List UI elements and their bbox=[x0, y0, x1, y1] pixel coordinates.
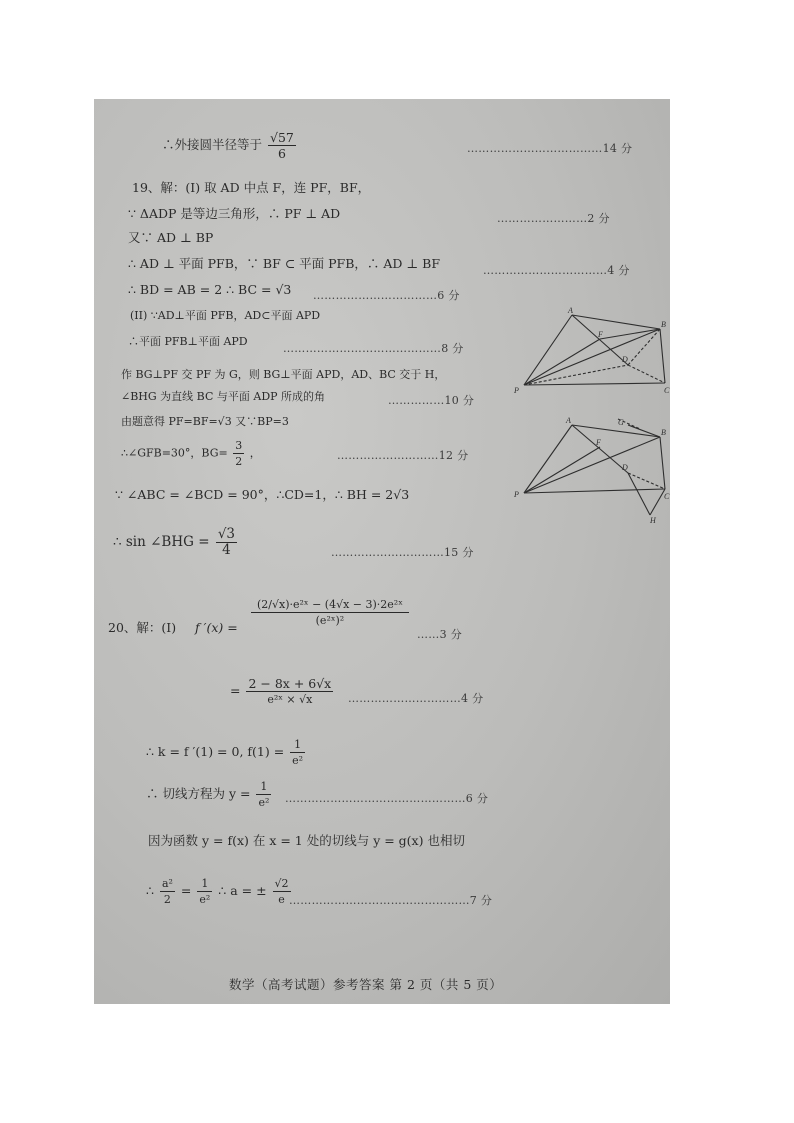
fraction bbox=[273, 876, 291, 907]
q19-line5: ∴ BD = AB = 2 ∴ BC = √3 bbox=[128, 282, 292, 297]
score-6: ……………………………6 分 bbox=[313, 289, 460, 302]
text: ， bbox=[249, 446, 261, 460]
edge-fb bbox=[600, 329, 660, 339]
q19-line9: ∠BHG 为直线 BC 与平面 ADP 所成的角 bbox=[121, 390, 326, 403]
q20-heading: 20、解：(I) bbox=[108, 620, 177, 635]
fraction bbox=[197, 876, 212, 907]
score-14: ………………………………14 分 bbox=[467, 142, 633, 155]
denominator: 4 bbox=[222, 542, 231, 558]
label-g: G bbox=[618, 418, 624, 427]
score-12: ………………………12 分 bbox=[337, 449, 469, 462]
pyramid-figure-2 bbox=[510, 415, 670, 527]
denominator: e²ˣ × √x bbox=[267, 693, 313, 706]
numerator: √57 bbox=[270, 130, 294, 145]
equals: = bbox=[230, 683, 241, 698]
edge-dc bbox=[628, 365, 665, 383]
q19-line12: ∵ ∠ABC = ∠BCD = 90°，∴CD=1，∴ BH = 2√3 bbox=[115, 487, 410, 502]
label-a: A bbox=[568, 306, 573, 315]
q20-line6 bbox=[146, 876, 293, 907]
score-4: ……………………………4 分 bbox=[483, 264, 630, 277]
fraction bbox=[160, 876, 175, 907]
denominator: e² bbox=[258, 796, 270, 809]
label-a: A bbox=[566, 416, 571, 425]
fraction bbox=[246, 676, 333, 707]
edge-pf bbox=[524, 447, 600, 493]
q19-line4: ∴ AD ⊥ 平面 PFB，∵ BF ⊂ 平面 PFB，∴ AD ⊥ BF bbox=[128, 256, 440, 271]
numerator: 3 bbox=[235, 439, 243, 452]
q19-line13 bbox=[113, 527, 239, 558]
q19-line3: 又∵ AD ⊥ BP bbox=[128, 230, 214, 245]
text: ∴ a = ± bbox=[218, 883, 267, 898]
text: ∴ k = f ′(1) = 0, f(1) = bbox=[146, 744, 285, 759]
denominator: e² bbox=[292, 754, 304, 767]
q20-derivative-fraction bbox=[249, 597, 411, 628]
label-f: F bbox=[596, 438, 601, 447]
q19-line2: ∵ ΔADP 是等边三角形，∴ PF ⊥ AD bbox=[128, 206, 341, 221]
denominator: 2 bbox=[163, 893, 171, 906]
denominator: 6 bbox=[277, 146, 286, 161]
numerator: 2 − 8x + 6√x bbox=[248, 676, 332, 691]
edge-dc bbox=[628, 473, 665, 489]
numerator: 1 bbox=[290, 737, 305, 753]
edge-dh bbox=[628, 473, 650, 515]
score-6b: …………………………………………6 分 bbox=[285, 792, 489, 805]
edge-ad bbox=[572, 425, 628, 473]
score-4b: …………………………4 分 bbox=[348, 692, 484, 705]
label-b: B bbox=[661, 428, 666, 437]
denominator: (e²ˣ)² bbox=[315, 614, 345, 627]
score-10: ……………10 分 bbox=[388, 394, 475, 407]
q20-line3 bbox=[146, 737, 307, 768]
label-p: P bbox=[514, 386, 519, 395]
label-h: H bbox=[650, 516, 656, 525]
label-d: D bbox=[622, 463, 628, 472]
therefore: ∴ bbox=[146, 883, 158, 898]
page-footer: 数学（高考试题）参考答案 第 2 页（共 5 页） bbox=[229, 977, 503, 992]
fraction bbox=[251, 597, 409, 628]
fraction bbox=[268, 130, 296, 161]
fraction bbox=[290, 737, 305, 768]
numerator: √3 bbox=[217, 526, 236, 542]
numerator: a² bbox=[161, 877, 173, 890]
q19-line6: (II) ∵AD⊥平面 PFB，AD⊂平面 APD bbox=[130, 309, 321, 322]
fraction bbox=[216, 527, 237, 558]
score-15: …………………………15 分 bbox=[331, 546, 474, 559]
answer-line-circumradius bbox=[162, 130, 298, 161]
label-c: C bbox=[664, 386, 670, 395]
pyramid-figure-1 bbox=[510, 305, 670, 400]
denominator: 2 bbox=[235, 455, 243, 468]
q20-derivative-label: f ′(x) = bbox=[195, 620, 238, 635]
q19-heading: 19、解：(I) 取 AD 中点 F，连 PF，BF， bbox=[132, 180, 371, 195]
edge-pb bbox=[524, 329, 660, 385]
edge-bc bbox=[660, 437, 665, 489]
edge-pa bbox=[524, 315, 572, 385]
q20-line4 bbox=[146, 779, 273, 810]
denominator: e bbox=[278, 893, 285, 906]
label-p: P bbox=[514, 490, 519, 499]
q19-line11 bbox=[121, 438, 261, 469]
score-3: ……3 分 bbox=[417, 628, 462, 641]
numerator: 1 bbox=[256, 779, 271, 795]
edge-ch bbox=[650, 489, 665, 515]
numerator: √2 bbox=[274, 877, 289, 890]
label-f: F bbox=[598, 330, 603, 339]
score-8: ……………………………………8 分 bbox=[283, 342, 464, 355]
numerator: 1 bbox=[197, 876, 212, 892]
edge-pc bbox=[524, 383, 665, 385]
score-7: …………………………………………7 分 bbox=[289, 894, 493, 907]
fraction bbox=[233, 438, 244, 469]
edge-pc bbox=[524, 489, 665, 493]
q20-simplified bbox=[230, 676, 335, 707]
label-b: B bbox=[661, 320, 666, 329]
score-2: ……………………2 分 bbox=[497, 212, 610, 225]
equals: = bbox=[180, 883, 192, 898]
text: ∴外接圆半径等于 bbox=[162, 137, 263, 152]
label-d: D bbox=[622, 355, 628, 364]
edge-db bbox=[628, 329, 660, 365]
text: ∴ 切线方程为 y = bbox=[146, 786, 251, 801]
edge-ab bbox=[572, 425, 660, 437]
edge-pf bbox=[524, 339, 600, 385]
q20-line5: 因为函数 y = f(x) 在 x = 1 处的切线与 y = g(x) 也相切 bbox=[148, 833, 465, 848]
q19-line8: 作 BG⊥PF 交 PF 为 G，则 BG⊥平面 APD，AD、BC 交于 H， bbox=[121, 368, 446, 381]
q19-line7: ∴平面 PFB⊥平面 APD bbox=[128, 335, 248, 348]
label-c: C bbox=[664, 492, 670, 501]
denominator: e² bbox=[199, 893, 211, 906]
text: ∴ sin ∠BHG = bbox=[113, 534, 210, 550]
numerator: (2/√x)·e²ˣ − (4√x − 3)·2e²ˣ bbox=[251, 597, 409, 613]
fraction bbox=[256, 779, 271, 810]
text: ∴∠GFB=30°，BG= bbox=[121, 446, 228, 460]
q19-line10: 由题意得 PF=BF=√3 又∵BP=3 bbox=[121, 415, 289, 428]
edge-bc bbox=[660, 329, 665, 383]
